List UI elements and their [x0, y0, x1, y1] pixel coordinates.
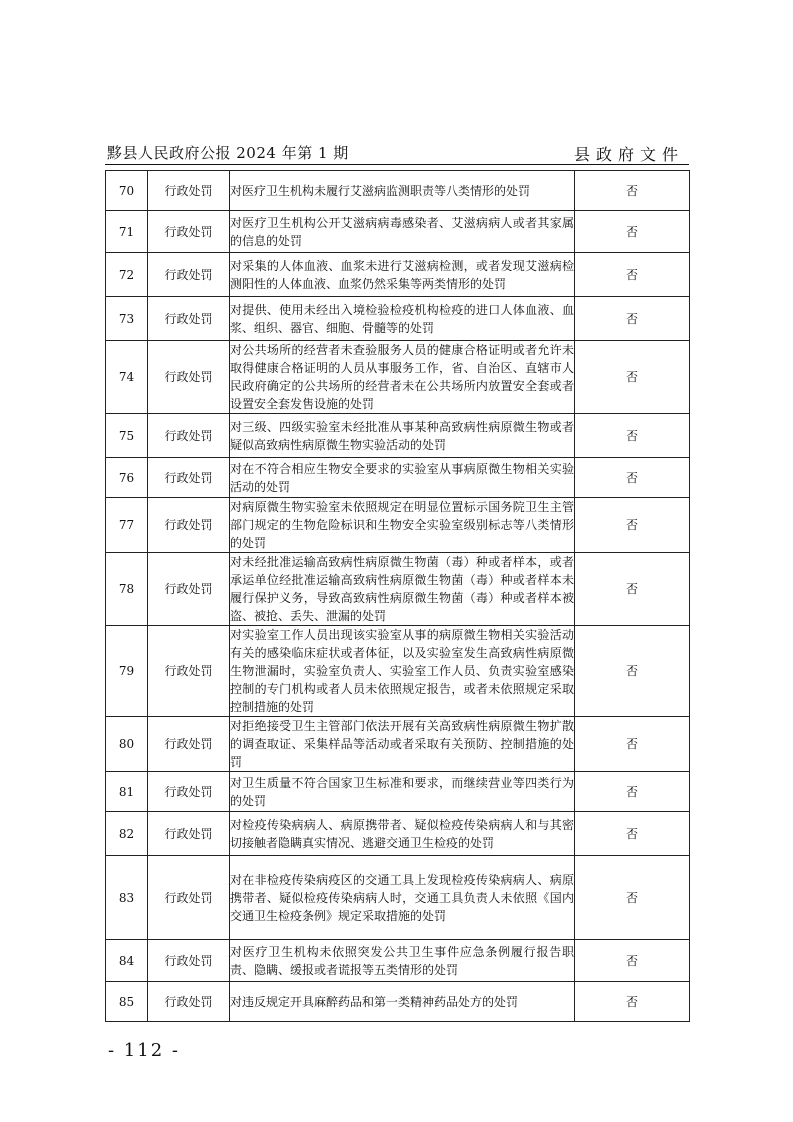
row-number: 74 — [106, 341, 148, 414]
row-flag: 否 — [575, 812, 690, 856]
table-row — [106, 856, 690, 940]
row-description: 对在不符合相应生物安全要求的实验室从事病原微生物相关实验活动的处罚 — [230, 458, 575, 498]
row-number: 72 — [106, 253, 148, 297]
row-description: 对采集的人体血液、血浆未进行艾滋病检测，或者发现艾滋病检测阳性的人体血液、血浆仍然采集等两类情形的处罚 — [230, 253, 575, 297]
row-number: 79 — [106, 626, 148, 717]
row-number: 71 — [106, 211, 148, 253]
row-flag: 否 — [575, 297, 690, 341]
row-description: 对在非检疫传染病疫区的交通工具上发现检疫传染病病人、病原携带者、疑似检疫传染病病人时，交通工具负责人未依照《国内交通卫生检疫条例》规定采取措施的处罚 — [230, 856, 575, 940]
table-row — [106, 498, 690, 553]
row-number: 70 — [106, 171, 148, 211]
row-description: 对拒绝接受卫生主管部门依法开展有关高致病性病原微生物扩散的调查取证、采集样品等活动或者采取有关预防、控制措施的处罚 — [230, 717, 575, 772]
row-category: 行政处罚 — [148, 253, 230, 297]
row-number: 84 — [106, 940, 148, 982]
row-flag: 否 — [575, 982, 690, 1022]
row-number: 78 — [106, 553, 148, 626]
row-category: 行政处罚 — [148, 982, 230, 1022]
table-row — [106, 553, 690, 626]
row-category: 行政处罚 — [148, 940, 230, 982]
row-category: 行政处罚 — [148, 626, 230, 717]
table-row — [106, 982, 690, 1022]
table-row — [106, 171, 690, 211]
row-flag: 否 — [575, 856, 690, 940]
row-category: 行政处罚 — [148, 297, 230, 341]
table-row — [106, 341, 690, 414]
row-number: 73 — [106, 297, 148, 341]
row-description: 对医疗卫生机构未依照突发公共卫生事件应急条例履行报告职责、隐瞒、缓报或者谎报等五类情形的处罚 — [230, 940, 575, 982]
row-description: 对检疫传染病病人、病原携带者、疑似检疫传染病病人和与其密切接触者隐瞒真实情况、逃避交通卫生检疫的处罚 — [230, 812, 575, 856]
row-flag: 否 — [575, 772, 690, 812]
table-row — [106, 812, 690, 856]
row-flag: 否 — [575, 553, 690, 626]
row-category: 行政处罚 — [148, 171, 230, 211]
row-description: 对医疗卫生机构公开艾滋病病毒感染者、艾滋病病人或者其家属的信息的处罚 — [230, 211, 575, 253]
row-number: 76 — [106, 458, 148, 498]
row-number: 80 — [106, 717, 148, 772]
table-row — [106, 772, 690, 812]
table-row — [106, 626, 690, 717]
table-row — [106, 717, 690, 772]
row-flag: 否 — [575, 211, 690, 253]
header-divider — [105, 164, 689, 165]
row-category: 行政处罚 — [148, 458, 230, 498]
row-category: 行政处罚 — [148, 717, 230, 772]
section-label: 县政府文件 — [574, 145, 685, 164]
row-description: 对公共场所的经营者未查验服务人员的健康合格证明或者允许未取得健康合格证明的人员从事服务工作，省、自治区、直辖市人民政府确定的公共场所的经营者未在公共场所内放置安全套或者设置安全套发售设施的处罚 — [230, 341, 575, 414]
row-category: 行政处罚 — [148, 498, 230, 553]
row-category: 行政处罚 — [148, 414, 230, 458]
penalty-table — [105, 170, 690, 1022]
row-description: 对实验室工作人员出现该实验室从事的病原微生物相关实验活动有关的感染临床症状或者体征，以及实验室发生高致病性病原微生物泄漏时，实验室负责人、实验室工作人员、负责实验室感染控制的专门机构或者人员未依照规定报告，或者未依照规定采取控制措施的处罚 — [230, 626, 575, 717]
page-number: - 112 - — [108, 1040, 180, 1061]
row-category: 行政处罚 — [148, 856, 230, 940]
row-category: 行政处罚 — [148, 341, 230, 414]
row-number: 77 — [106, 498, 148, 553]
row-description: 对医疗卫生机构未履行艾滋病监测职责等八类情形的处罚 — [230, 171, 575, 211]
row-category: 行政处罚 — [148, 553, 230, 626]
row-description: 对卫生质量不符合国家卫生标准和要求，而继续营业等四类行为的处罚 — [230, 772, 575, 812]
publication-title: 黟县人民政府公报 2024 年第 1 期 — [107, 144, 349, 162]
row-description: 对违反规定开具麻醉药品和第一类精神药品处方的处罚 — [230, 982, 575, 1022]
table-row — [106, 940, 690, 982]
row-number: 82 — [106, 812, 148, 856]
row-flag: 否 — [575, 341, 690, 414]
row-description: 对病原微生物实验室未依照规定在明显位置标示国务院卫生主管部门规定的生物危险标识和生物安全实验室级别标志等八类情形的处罚 — [230, 498, 575, 553]
table-row — [106, 211, 690, 253]
row-flag: 否 — [575, 171, 690, 211]
row-number: 85 — [106, 982, 148, 1022]
row-flag: 否 — [575, 253, 690, 297]
row-category: 行政处罚 — [148, 772, 230, 812]
row-flag: 否 — [575, 626, 690, 717]
row-flag: 否 — [575, 940, 690, 982]
table-row — [106, 414, 690, 458]
row-category: 行政处罚 — [148, 211, 230, 253]
table-row — [106, 458, 690, 498]
row-description: 对三级、四级实验室未经批准从事某种高致病性病原微生物或者疑似高致病性病原微生物实验活动的处罚 — [230, 414, 575, 458]
row-description: 对未经批准运输高致病性病原微生物菌（毒）种或者样本，或者承运单位经批准运输高致病性病原微生物菌（毒）种或者样本未履行保护义务，导致高致病性病原微生物菌（毒）种或者样本被盗、被抢、丢失、泄漏的处罚 — [230, 553, 575, 626]
row-description: 对提供、使用未经出入境检验检疫机构检疫的进口人体血液、血浆、组织、器官、细胞、骨髓等的处罚 — [230, 297, 575, 341]
row-flag: 否 — [575, 414, 690, 458]
row-number: 83 — [106, 856, 148, 940]
table-row — [106, 253, 690, 297]
row-flag: 否 — [575, 458, 690, 498]
row-number: 81 — [106, 772, 148, 812]
table-row — [106, 297, 690, 341]
row-flag: 否 — [575, 717, 690, 772]
row-category: 行政处罚 — [148, 812, 230, 856]
row-flag: 否 — [575, 498, 690, 553]
row-number: 75 — [106, 414, 148, 458]
